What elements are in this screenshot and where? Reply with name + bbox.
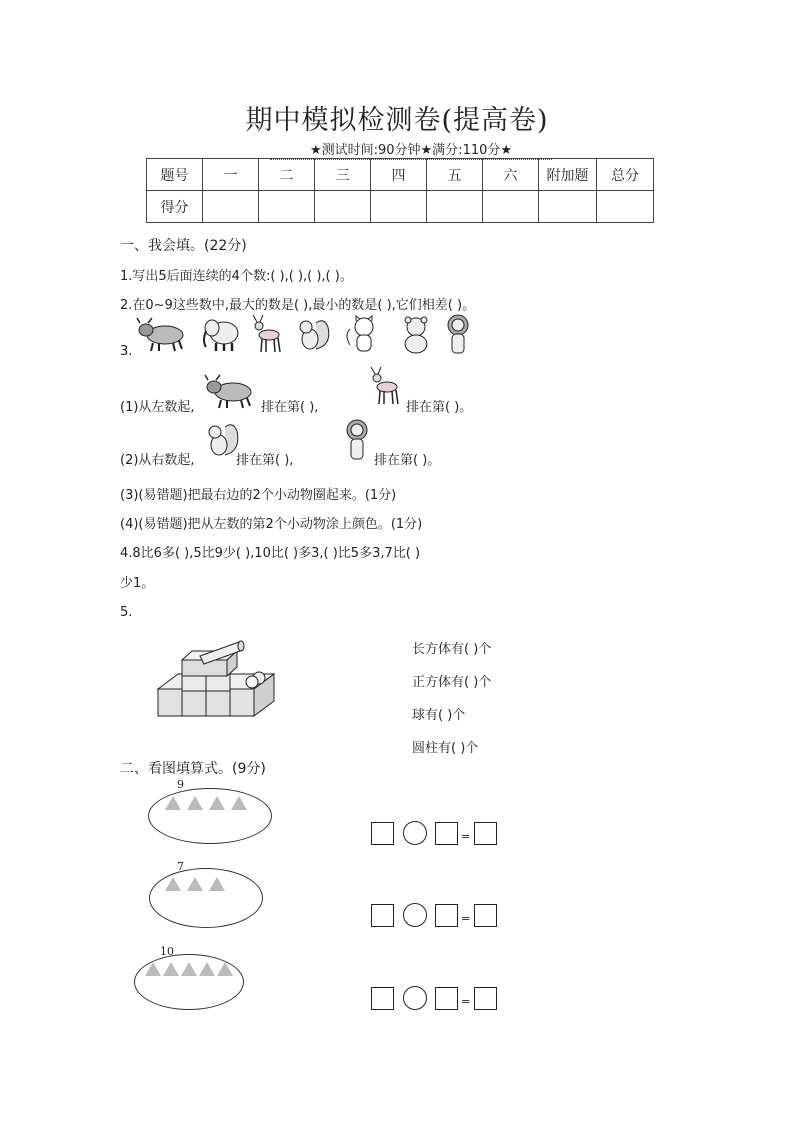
question-3-2-end: 排在第( )。 <box>374 453 441 468</box>
section2-heading: 二、看图填算式。(9分) <box>120 761 266 777</box>
ox-icon <box>135 315 189 353</box>
equals-sign: = <box>461 995 471 1008</box>
operator-circle[interactable] <box>403 903 427 927</box>
answer-box[interactable] <box>435 904 458 927</box>
question-4-line2: 少1。 <box>120 576 155 591</box>
equals-sign: = <box>461 830 471 843</box>
score-input[interactable] <box>203 191 259 223</box>
deer-icon <box>368 366 404 406</box>
score-cell: 二 <box>259 159 315 191</box>
score-cell: 六 <box>483 159 539 191</box>
triangle-icon <box>145 962 161 976</box>
shape-count-cuboid: 长方体有( )个 <box>412 642 492 657</box>
triangle-icon <box>209 877 225 891</box>
answer-box[interactable] <box>371 987 394 1010</box>
triangle-icon <box>209 796 225 810</box>
triangle-icon <box>231 796 247 810</box>
triangle-icon <box>181 962 197 976</box>
score-table-header-row <box>147 159 654 191</box>
score-cell: 三 <box>315 159 371 191</box>
answer-box[interactable] <box>474 987 497 1010</box>
ox-icon <box>203 372 257 410</box>
question-5-label: 5. <box>120 605 133 620</box>
group-total: 7 <box>177 860 184 873</box>
question-3-2-prefix: (2)从右数起, <box>120 453 195 468</box>
answer-box[interactable] <box>371 822 394 845</box>
score-cell: 四 <box>371 159 427 191</box>
bear-icon <box>398 315 434 355</box>
shape-count-cylinder: 圆柱有( )个 <box>412 741 479 756</box>
question-3-4: (4)(易错题)把从左数的第2个小动物涂上颜色。(1分) <box>120 517 423 532</box>
score-input[interactable] <box>539 191 597 223</box>
answer-box[interactable] <box>435 987 458 1010</box>
score-cell: 一 <box>203 159 259 191</box>
answer-box[interactable] <box>474 822 497 845</box>
section1-heading: 一、我会填。(22分) <box>120 238 247 254</box>
score-cell: 得分 <box>147 191 203 223</box>
blocks-figure <box>155 636 280 721</box>
question-3-1-prefix: (1)从左数起, <box>120 400 195 415</box>
answer-box[interactable] <box>371 904 394 927</box>
cat-icon <box>342 315 386 355</box>
page-title: 期中模拟检测卷(提高卷) <box>245 105 549 136</box>
operator-circle[interactable] <box>403 986 427 1010</box>
score-cell: 五 <box>427 159 483 191</box>
score-table-score-row <box>147 191 654 223</box>
lion-icon <box>442 313 474 355</box>
equals-sign: = <box>461 912 471 925</box>
group-total: 10 <box>160 945 174 958</box>
triangle-icon <box>217 962 233 976</box>
triangle-icon <box>165 877 181 891</box>
group-total: 9 <box>177 778 184 791</box>
triangle-icon <box>163 962 179 976</box>
deer-icon <box>250 314 286 354</box>
score-cell: 题号 <box>147 159 203 191</box>
triangle-icon <box>199 962 215 976</box>
score-input[interactable] <box>427 191 483 223</box>
score-input[interactable] <box>597 191 654 223</box>
shape-count-sphere: 球有( )个 <box>412 708 466 723</box>
triangle-icon <box>165 796 181 810</box>
answer-box[interactable] <box>474 904 497 927</box>
operator-circle[interactable] <box>403 821 427 845</box>
question-1: 1.写出5后面连续的4个数:( ),( ),( ),( )。 <box>120 269 353 284</box>
question-3-3: (3)(易错题)把最右边的2个小动物圈起来。(1分) <box>120 488 397 503</box>
answer-box[interactable] <box>435 822 458 845</box>
question-2: 2.在0~9这些数中,最大的数是( ),最小的数是( ),它们相差( )。 <box>120 298 476 313</box>
lion-icon <box>341 418 373 462</box>
elephant-icon <box>200 315 242 353</box>
squirrel-icon <box>294 315 332 353</box>
score-input[interactable] <box>483 191 539 223</box>
score-cell: 附加题 <box>539 159 597 191</box>
triangle-icon <box>187 796 203 810</box>
page-subtitle: ★测试时间:90分钟★满分:110分★ <box>270 139 552 160</box>
score-input[interactable] <box>315 191 371 223</box>
question-3-1-mid: 排在第( ), <box>261 400 319 415</box>
score-input[interactable] <box>371 191 427 223</box>
question-3-2-mid: 排在第( ), <box>236 453 294 468</box>
score-input[interactable] <box>259 191 315 223</box>
question-4-line1: 4.8比6多( ),5比9少( ),10比( )多3,( )比5多3,7比( ) <box>120 546 421 561</box>
question-3-label: 3. <box>120 344 133 359</box>
triangle-icon <box>187 877 203 891</box>
score-table <box>146 158 654 223</box>
shape-count-cube: 正方体有( )个 <box>412 675 492 690</box>
score-cell: 总分 <box>597 159 654 191</box>
question-3-1-end: 排在第( )。 <box>406 400 473 415</box>
